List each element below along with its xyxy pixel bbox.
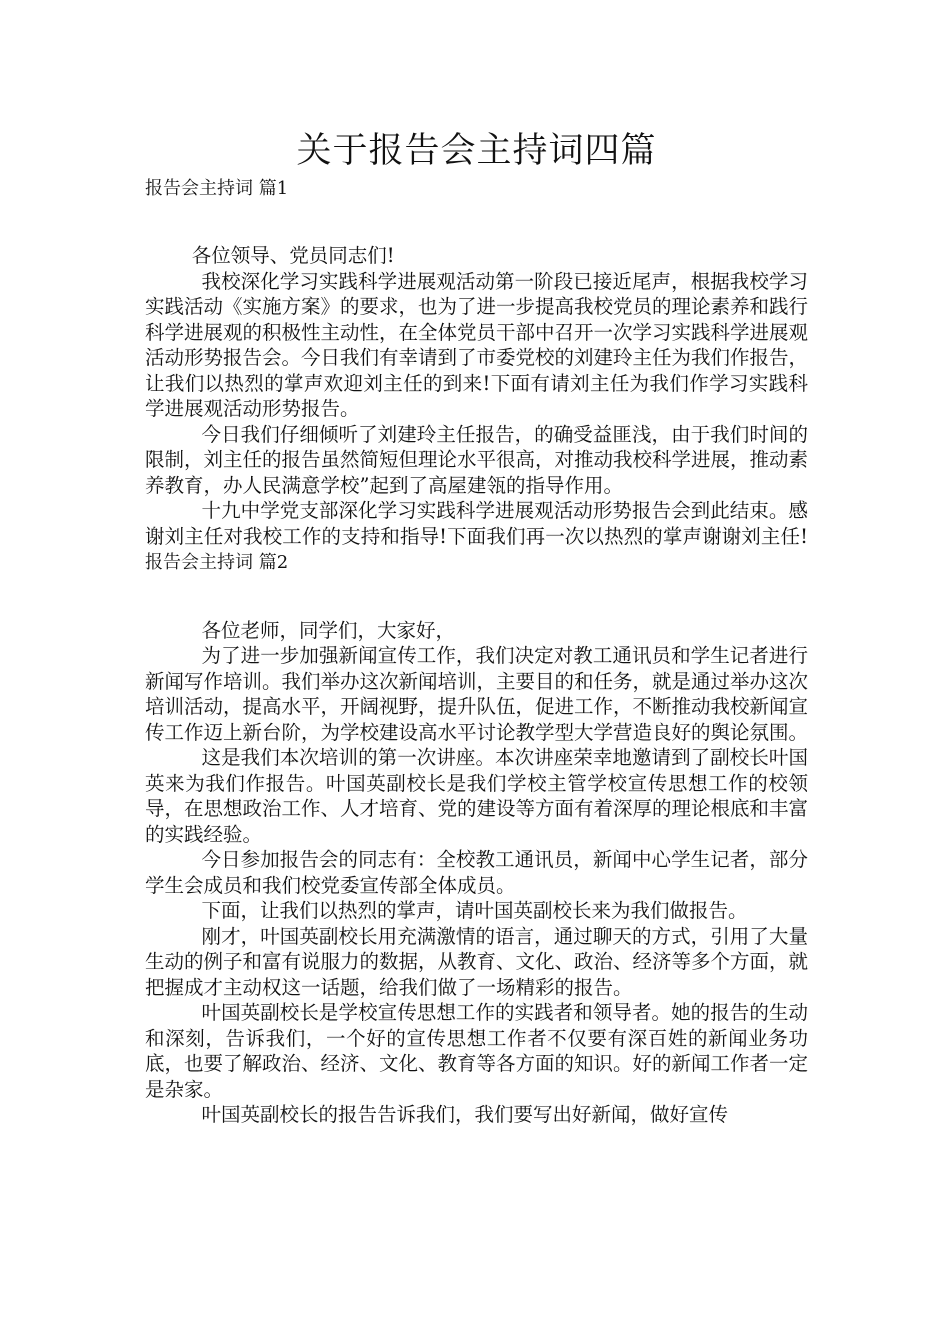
salutation-2: 各位老师，同学们，大家好， <box>201 618 456 642</box>
blank-space <box>145 202 808 243</box>
blank-space <box>145 576 808 618</box>
closing-text: 十九中学党支部深化学习实践科学进展观活动形势报告会到此结束。感谢刘主任对我校工作的支持和指导!下面我们再一次以热烈的掌声谢谢刘主任! <box>145 499 808 548</box>
paragraph: 为了进一步加强新闻宣传工作，我们决定对教工通讯员和学生记者进行新闻写作培训。我们举办这次新闻培训，主要目的和任务，就是通过举办这次培训活动，提高水平，开阔视野，提升队伍，促进工作，不断推动我校新闻宣传工作迈上新台阶，为学校建设高水平讨论教学型大学营造良好的舆论氛围。 <box>145 644 809 744</box>
paragraph: 这是我们本次培训的第一次讲座。本次讲座荣幸地邀请到了副校长叶国英来为我们作报告。叶国英副校长是我们学校主管学校宣传思想工作的校领导，在思想政治工作、人才培育、党的建设等方面有着深厚的理论根底和丰富的实践经验。 <box>145 746 809 846</box>
paragraph: 叶国英副校长的报告告诉我们，我们要写出好新闻，做好宣传 <box>201 1103 729 1126</box>
document-page <box>145 128 808 1128</box>
paragraph: 叶国英副校长是学校宣传思想工作的实践者和领导者。她的报告的生动和深刻，告诉我们，一个好的宣传思想工作者不仅要有深百姓的新闻业务功底，也要了解政治、经济、文化、教育等各方面的知识。好的新闻工作者一定是杂家。 <box>145 1001 809 1101</box>
salutation-1: 各位领导、党员同志们! <box>191 244 395 267</box>
paragraph: 下面，让我们以热烈的掌声，请叶国英副校长来为我们做报告。 <box>201 899 748 922</box>
closing-paragraph <box>145 498 808 576</box>
paragraph: 我校深化学习实践科学进展观活动第一阶段已接近尾声，根据我校学习实践活动《实施方案》的要求，也为了进一步提高我校党员的理论素养和践行科学进展观的积极性主动性，在全体党员干部中召开一次学习实践科学进展观活动形势报告会。今日我们有幸请到了市委党校的刘建玲主任为我们作报告，让我们以热烈的掌声欢迎刘主任的到来!下面有请刘主任为我们作学习实践科学进展观活动形势报告。 <box>145 269 809 420</box>
paragraph: 今日参加报告会的同志有：全校教工通讯员，新闻中心学生记者，部分学生会成员和我们校党委宣传部全体成员。 <box>145 848 808 897</box>
section-heading-2: 报告会主持词 篇2 <box>145 552 289 573</box>
paragraph: 刚才，叶国英副校长用充满激情的语言，通过聊天的方式，引用了大量生动的例子和富有说服力的数据，从教育、文化、政治、经济等多个方面，就把握成才主动权这一话题，给我们做了一场精彩的报告。 <box>145 924 809 999</box>
section-heading-1: 报告会主持词 篇1 <box>145 178 289 199</box>
paragraph: 今日我们仔细倾听了刘建玲主任报告，的确受益匪浅，由于我们时间的限制，刘主任的报告虽然简短但理论水平很高，对推动我校科学进展，推动素养教育，办人民满意学校”起到了高屋建瓴的指导作用。 <box>145 422 809 497</box>
document-title: 关于报告会主持词四篇 <box>296 131 657 171</box>
